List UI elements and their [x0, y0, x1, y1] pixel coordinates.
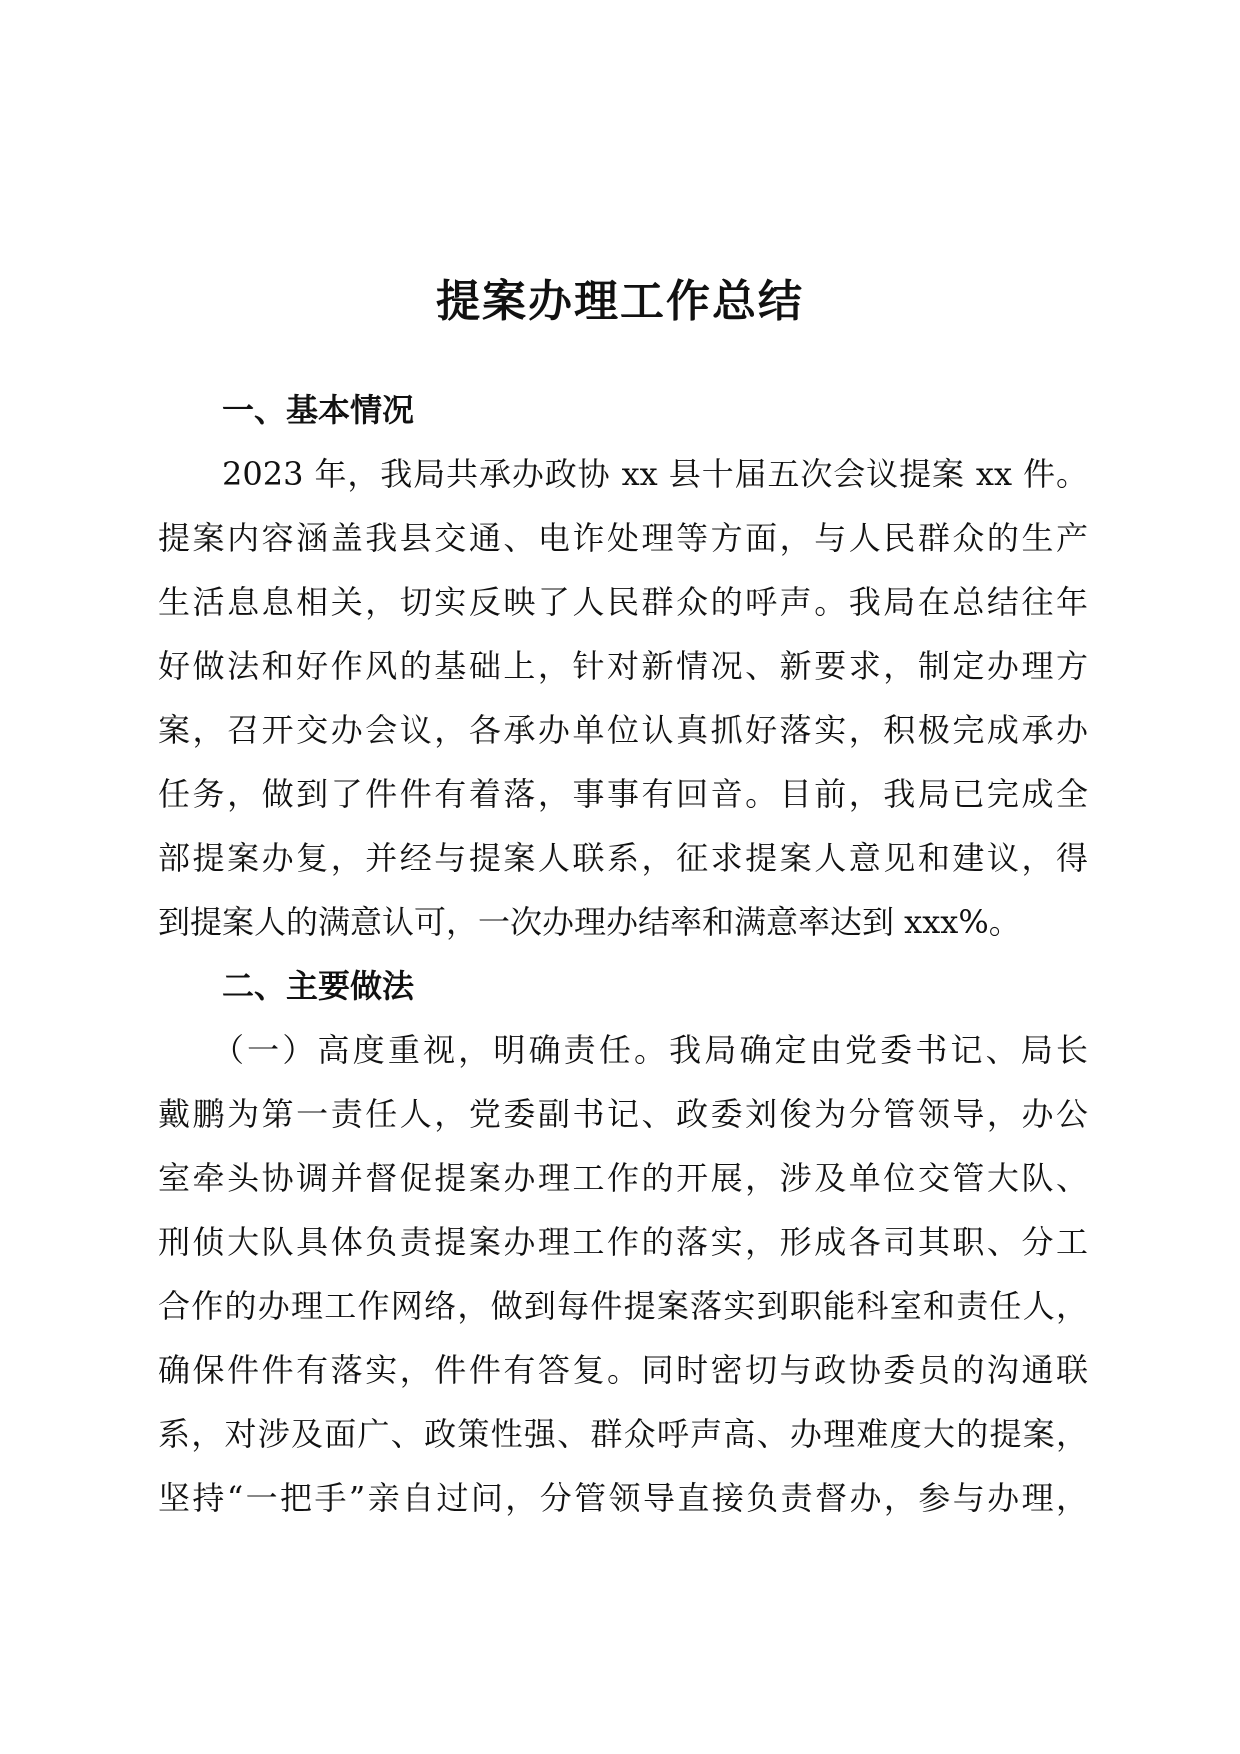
paragraph-line: （一）高度重视，明确责任。我局确定由党委书记、局长 [212, 1031, 1088, 1069]
paragraph-line: 任务，做到了件件有着落，事事有回音。目前，我局已完成全 [158, 775, 1088, 813]
document-body [158, 378, 1088, 1530]
paragraph-line: 系，对涉及面广、政策性强、群众呼声高、办理难度大的提案， [158, 1415, 1088, 1453]
paragraph-line: 戴鹏为第一责任人，党委副书记、政委刘俊为分管领导，办公 [158, 1095, 1088, 1133]
paragraph-line: 2023 年，我局共承办政协 xx 县十届五次会议提案 xx 件。 [222, 455, 1088, 493]
section-paragraph [158, 1018, 1088, 1530]
section-paragraph [158, 442, 1088, 954]
paragraph-line: 坚持“一把手”亲自过问，分管领导直接负责督办，参与办理， [158, 1479, 1088, 1517]
paragraph-line: 案，召开交办会议，各承办单位认真抓好落实，积极完成承办 [158, 711, 1088, 749]
document-title: 提案办理工作总结 [436, 276, 804, 328]
section-heading-basic-situation: 一、基本情况 [222, 391, 415, 429]
paragraph-line: 生活息息相关，切实反映了人民群众的呼声。我局在总结往年 [158, 583, 1088, 621]
paragraph-line: 部提案办复，并经与提案人联系，征求提案人意见和建议，得 [158, 839, 1088, 877]
paragraph-line: 合作的办理工作网络，做到每件提案落实到职能科室和责任人， [158, 1287, 1088, 1325]
section-heading-main-practices: 二、主要做法 [222, 967, 415, 1005]
paragraph-line: 好做法和好作风的基础上，针对新情况、新要求，制定办理方 [158, 647, 1088, 685]
paragraph-line: 到提案人的满意认可，一次办理办结率和满意率达到 xxx%。 [158, 903, 1021, 941]
paragraph-line: 刑侦大队具体负责提案办理工作的落实，形成各司其职、分工 [158, 1223, 1088, 1261]
paragraph-line: 室牵头协调并督促提案办理工作的开展，涉及单位交管大队、 [158, 1159, 1088, 1197]
paragraph-line: 提案内容涵盖我县交通、电诈处理等方面，与人民群众的生产 [158, 519, 1088, 557]
paragraph-line: 确保件件有落实，件件有答复。同时密切与政协委员的沟通联 [158, 1351, 1088, 1389]
